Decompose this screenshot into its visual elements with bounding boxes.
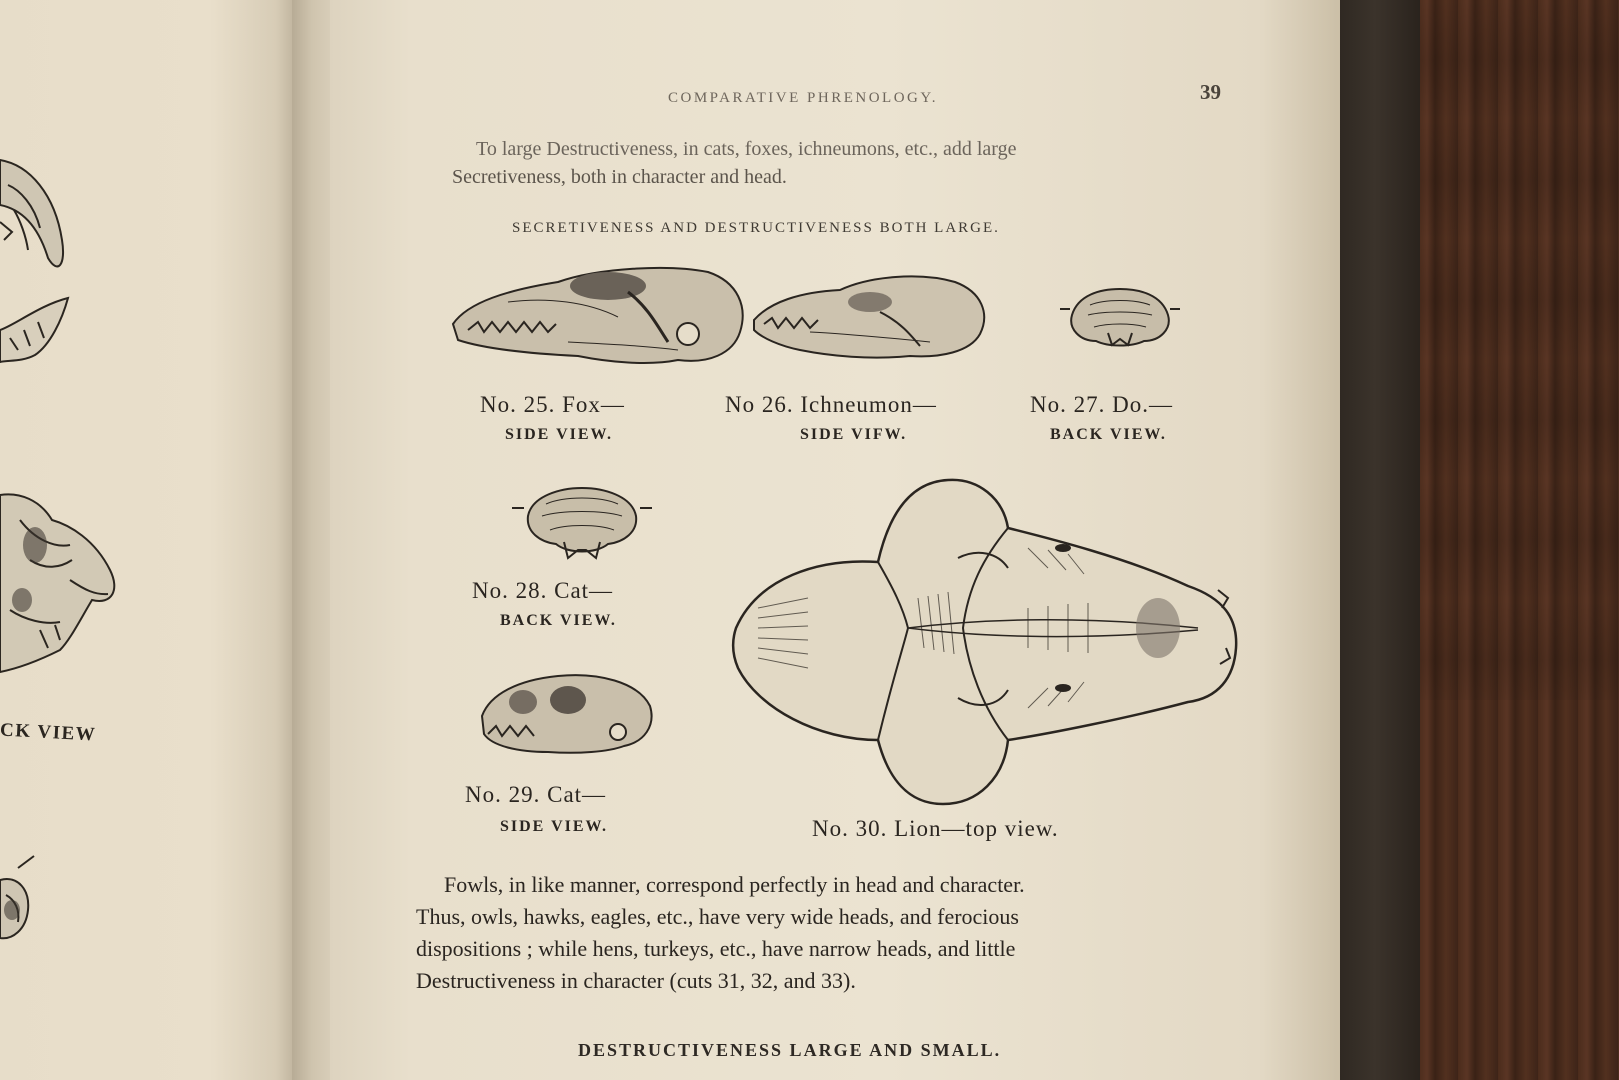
- body-line-1: Fowls, in like manner, correspond perfectly in head and character.: [444, 872, 1025, 897]
- page-number: 39: [1200, 80, 1221, 104]
- body-line-3: dispositions ; while hens, turkeys, etc., have narrow heads, and little: [416, 936, 1016, 961]
- cat-side-view-illustration: [478, 672, 658, 762]
- caption-fig-25: No. 25. Fox—: [480, 392, 625, 417]
- caption-fig-29-sub: SIDE VIEW.: [500, 818, 609, 835]
- running-head: COMPARATIVE PHRENOLOGY.: [668, 90, 939, 106]
- body-line-4: Destructiveness in character (cuts 31, 32, and 33).: [416, 968, 856, 993]
- ichneumon-back-view-illustration: [1060, 285, 1180, 355]
- caption-fig-28-sub: BACK VIEW.: [500, 612, 617, 629]
- book-cover-edge: [1330, 0, 1420, 1080]
- caption-fig-29: No. 29. Cat—: [465, 782, 607, 807]
- intro-line-2: Secretiveness, both in character and head.: [452, 166, 787, 188]
- left-page: [0, 0, 300, 1080]
- caption-fig-27-sub: BACK VIEW.: [1050, 426, 1167, 443]
- caption-fig-26-sub: SIDE VIFW.: [800, 426, 908, 443]
- fox-skull-illustration: [448, 262, 748, 372]
- wooden-table: [1418, 0, 1619, 1080]
- ichneumon-skull-illustration: [750, 272, 990, 362]
- section-heading: SECRETIVENESS AND DESTRUCTIVENESS BOTH LARGE.: [512, 220, 1000, 236]
- caption-fig-30: No. 30. Lion—top view.: [812, 816, 1059, 841]
- lion-skull-top-view-illustration: [728, 478, 1248, 808]
- caption-fig-25-sub: SIDE VIEW.: [505, 426, 614, 443]
- caption-fig-26: No 26. Ichneumon—: [725, 392, 937, 417]
- section-heading-2: DESTRUCTIVENESS LARGE AND SMALL.: [578, 1040, 1002, 1060]
- left-page-skull-illustrations: [0, 0, 300, 1080]
- left-page-caption: CK VIEW: [0, 719, 97, 746]
- body-line-2: Thus, owls, hawks, eagles, etc., have very wide heads, and ferocious: [416, 904, 1019, 929]
- caption-fig-27: No. 27. Do.—: [1030, 392, 1173, 417]
- cat-back-view-illustration: [512, 486, 652, 566]
- intro-line-1: To large Destructiveness, in cats, foxes, ichneumons, etc., add large: [476, 138, 1017, 160]
- caption-fig-28: No. 28. Cat—: [472, 578, 614, 603]
